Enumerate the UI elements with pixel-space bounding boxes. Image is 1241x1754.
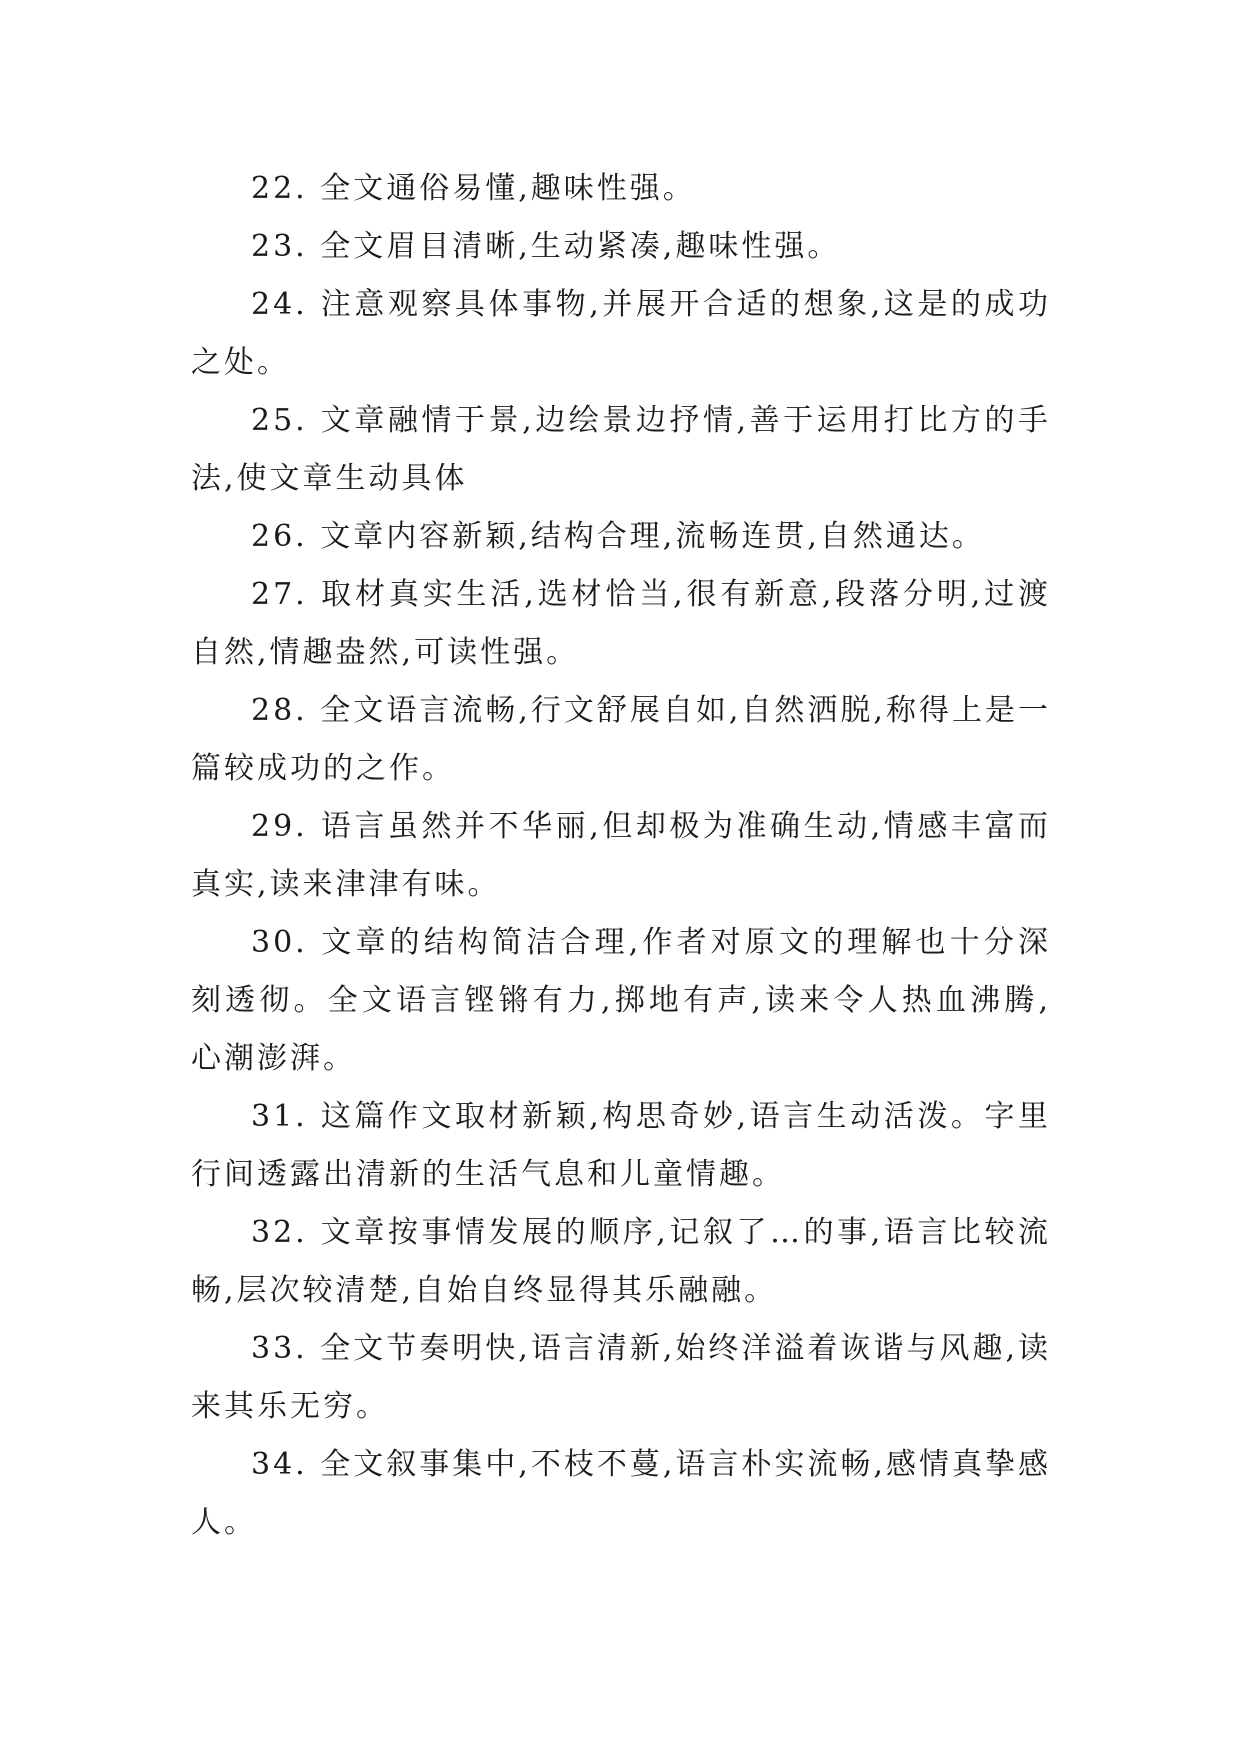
- comment-paragraph-25: 25. 文章融情于景,边绘景边抒情,善于运用打比方的手法,使文章生动具体: [191, 403, 1051, 496]
- comment-paragraph-29: 29. 语言虽然并不华丽,但却极为准确生动,情感丰富而真实,读来津津有味。: [191, 809, 1051, 902]
- comment-paragraph-30: 30. 文章的结构简洁合理,作者对原文的理解也十分深刻透彻。全文语言铿锵有力,掷地有声,读来令人热血沸腾,心潮澎湃。: [191, 925, 1051, 1076]
- comment-paragraph-23: 23. 全文眉目清晰,生动紧凑,趣味性强。: [251, 229, 841, 264]
- comment-paragraph-33: 33. 全文节奏明快,语言清新,始终洋溢着诙谐与风趣,读来其乐无穷。: [191, 1331, 1051, 1424]
- comment-paragraph-22: 22. 全文通俗易懂,趣味性强。: [251, 171, 696, 206]
- comment-paragraph-31: 31. 这篇作文取材新颖,构思奇妙,语言生动活泼。字里行间透露出清新的生活气息和儿童情趣。: [191, 1099, 1051, 1192]
- comment-list: [191, 160, 1051, 1552]
- comment-paragraph-27: 27. 取材真实生活,选材恰当,很有新意,段落分明,过渡自然,情趣盎然,可读性强。: [191, 577, 1051, 670]
- comment-paragraph-26: 26. 文章内容新颖,结构合理,流畅连贯,自然通达。: [251, 519, 985, 554]
- comment-paragraph-28: 28. 全文语言流畅,行文舒展自如,自然洒脱,称得上是一篇较成功的之作。: [191, 693, 1051, 786]
- comment-paragraph-34: 34. 全文叙事集中,不枝不蔓,语言朴实流畅,感情真挚感人。: [191, 1447, 1051, 1540]
- comment-paragraph-24: 24. 注意观察具体事物,并展开合适的想象,这是的成功之处。: [191, 287, 1051, 380]
- comment-paragraph-32: 32. 文章按事情发展的顺序,记叙了…的事,语言比较流畅,层次较清楚,自始自终显得其乐融融。: [191, 1215, 1051, 1308]
